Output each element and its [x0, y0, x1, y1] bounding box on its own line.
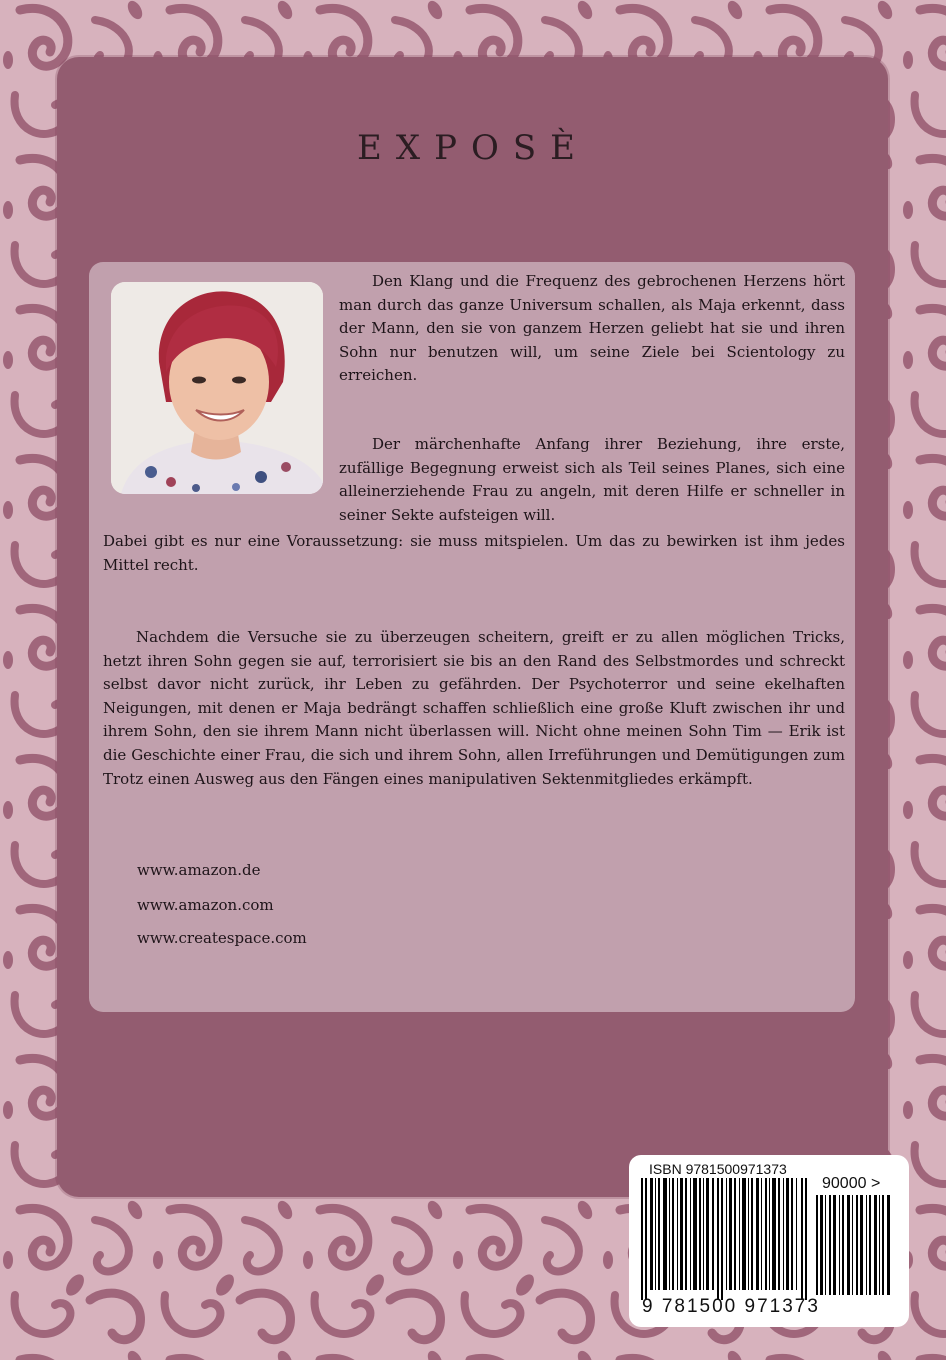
- blurb-paragraph-1: Den Klang und die Frequenz des gebrochenen Herzens hört man durch das ganze Universum schallen, als Maja erkennt, dass der Mann, den sie von ganzem Herzen geliebt hat sie und ihren Sohn nur benutzen will, um seine Ziele bei Scientology zu erreichen.: [339, 272, 845, 385]
- isbn-label: ISBN 9781500971373: [649, 1161, 787, 1177]
- blurb-paragraph-3: Nachdem die Versuche sie zu überzeugen scheitern, greift er zu allen möglichen Tricks, hetzt ihren Sohn gegen sie auf, terrorisiert sie bis an den Rand des Selbstmordes und schreckt selbst davor nicht zurück, ihr Leben zu gefährden. Der Psychoterror und seine ekelhaften Neigungen, mit denen er Maja bedrängt schaffen schließlich eine große Kluft zwischen ihr und ihrem Sohn, den sie ihrem Mann nicht überlassen will. Nicht ohne meinen Sohn Tim — Erik ist die Geschichte einer Frau, die sich und ihrem Sohn, allen Irreführungen und Demütigungen zum Trotz einen Ausweg aus den Fängen eines manipulativen Sektenmitgliedes erkämpft.: [103, 628, 845, 788]
- author-photo: [111, 282, 323, 494]
- ean-barcode: [641, 1178, 807, 1300]
- blurb-paragraph-2-continued: Dabei gibt es nur eine Voraussetzung: sie muss mitspielen. Um das zu bewirken ist ihm jedes Mittel recht.: [103, 532, 845, 574]
- blurb-paragraph-2: Der märchenhafte Anfang ihrer Beziehung, ihre erste, zufällige Begegnung erweist sich als Teil seines Planes, sich eine alleinerziehende Frau zu angeln, mit deren Hilfe er schneller in seiner Sekte aufsteigen will.: [339, 435, 845, 524]
- link-amazon-com[interactable]: www.amazon.com: [137, 896, 274, 914]
- link-amazon-de[interactable]: www.amazon.de: [137, 861, 261, 879]
- link-createspace[interactable]: www.createspace.com: [137, 929, 307, 947]
- price-code: 90000 >: [822, 1175, 881, 1192]
- addon-barcode: [816, 1195, 891, 1295]
- author-portrait-image: [111, 282, 323, 494]
- ean-digits: 9 781500 971373: [642, 1296, 820, 1317]
- cover-title: EXPOSÈ: [357, 128, 589, 168]
